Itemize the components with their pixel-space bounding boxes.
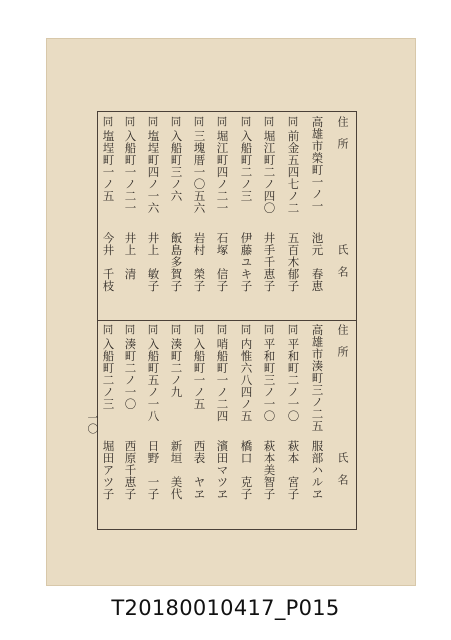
bottom-name-5: 濱田マツヱ: [215, 440, 230, 500]
top-address-4: 入船町二ノ三: [239, 130, 254, 202]
top-address-6: 三塊厝一〇五六: [192, 130, 207, 214]
top-name-4: 伊藤ユキ子: [239, 232, 254, 292]
bottom-address-10: 入船町二ノ三: [101, 338, 116, 410]
top-name-7: 飯島多賀子: [169, 232, 184, 292]
ditto-mark: 同: [169, 324, 182, 335]
bottom-address-8: 入船町五ノ一八: [146, 338, 161, 422]
bottom-name-3: 萩本美智子: [262, 440, 277, 500]
ditto-mark: 同: [286, 324, 299, 335]
top-name-8: 井上 敏子: [146, 232, 161, 292]
ditto-mark: 同: [215, 324, 228, 335]
ditto-mark: 同: [101, 116, 114, 127]
top-name-2: 五百木郁子: [286, 232, 301, 292]
section-divider: [98, 320, 356, 321]
header-address-top: 住 所: [336, 116, 349, 149]
bottom-address-3: 平和町三ノ一〇: [262, 338, 277, 422]
top-name-9: 井上 清: [123, 232, 138, 280]
top-name-5: 石塚 信子: [215, 232, 230, 292]
bottom-address-7: 湊町二ノ九: [169, 338, 184, 398]
top-address-9: 入船町一ノ二一: [123, 130, 138, 214]
top-name-6: 岩村 榮子: [192, 232, 207, 292]
bottom-name-10: 堀田アツ子: [101, 440, 116, 500]
bottom-name-6: 西表 ヤヱ: [192, 440, 207, 500]
ditto-mark: 同: [262, 116, 275, 127]
page-number: 一〇: [86, 412, 99, 434]
top-address-8: 塩埕町四ノ一六: [146, 130, 161, 214]
ditto-mark: 同: [239, 116, 252, 127]
bottom-address-5: 哨船町一ノ二四: [215, 338, 230, 422]
ditto-mark: 同: [123, 324, 136, 335]
ditto-mark: 同: [146, 116, 159, 127]
ditto-mark: 同: [215, 116, 228, 127]
ditto-mark: 同: [239, 324, 252, 335]
bottom-address-6: 入船町一ノ五: [192, 338, 207, 410]
header-name-bottom: 氏 名: [336, 452, 349, 485]
header-address-bottom: 住 所: [336, 324, 349, 357]
top-address-3: 堀江町二ノ四〇: [262, 130, 277, 214]
bottom-name-1: 服部ハルヱ: [310, 440, 325, 500]
ditto-mark: 同: [192, 116, 205, 127]
bottom-name-4: 橋口 克子: [239, 440, 254, 500]
top-address-5: 堀江町四ノ二一: [215, 130, 230, 214]
bottom-address-9: 湊町二ノ一〇: [123, 338, 138, 410]
top-address-7: 入船町三ノ六: [169, 130, 184, 202]
ditto-mark: 同: [123, 116, 136, 127]
bottom-address-1: 高雄市湊町三ノ二五: [310, 324, 325, 432]
ditto-mark: 同: [286, 116, 299, 127]
ditto-mark: 同: [192, 324, 205, 335]
ditto-mark: 同: [169, 116, 182, 127]
header-name-top: 氏 名: [336, 244, 349, 277]
bottom-name-7: 新垣 美代: [169, 440, 184, 500]
top-address-2: 前金五四七ノ二: [286, 130, 301, 214]
bottom-name-8: 日野 一子: [146, 440, 161, 500]
bottom-name-9: 西原千恵子: [123, 440, 138, 500]
ditto-mark: 同: [101, 324, 114, 335]
top-name-1: 池元 春恵: [310, 232, 325, 292]
bottom-address-2: 平和町二ノ一〇: [286, 338, 301, 422]
top-name-3: 井手千恵子: [262, 232, 277, 292]
ditto-mark: 同: [262, 324, 275, 335]
bottom-address-4: 内惟六八四ノ五: [239, 338, 254, 422]
bottom-name-2: 萩本 宮子: [286, 440, 301, 500]
top-address-10: 塩埕町一ノ五: [101, 130, 116, 202]
ditto-mark: 同: [146, 324, 159, 335]
top-address-1: 高雄市榮町一ノ一: [310, 116, 325, 212]
top-name-10: 今井 千枝: [101, 232, 116, 292]
image-caption: T20180010417_P015: [111, 596, 340, 620]
